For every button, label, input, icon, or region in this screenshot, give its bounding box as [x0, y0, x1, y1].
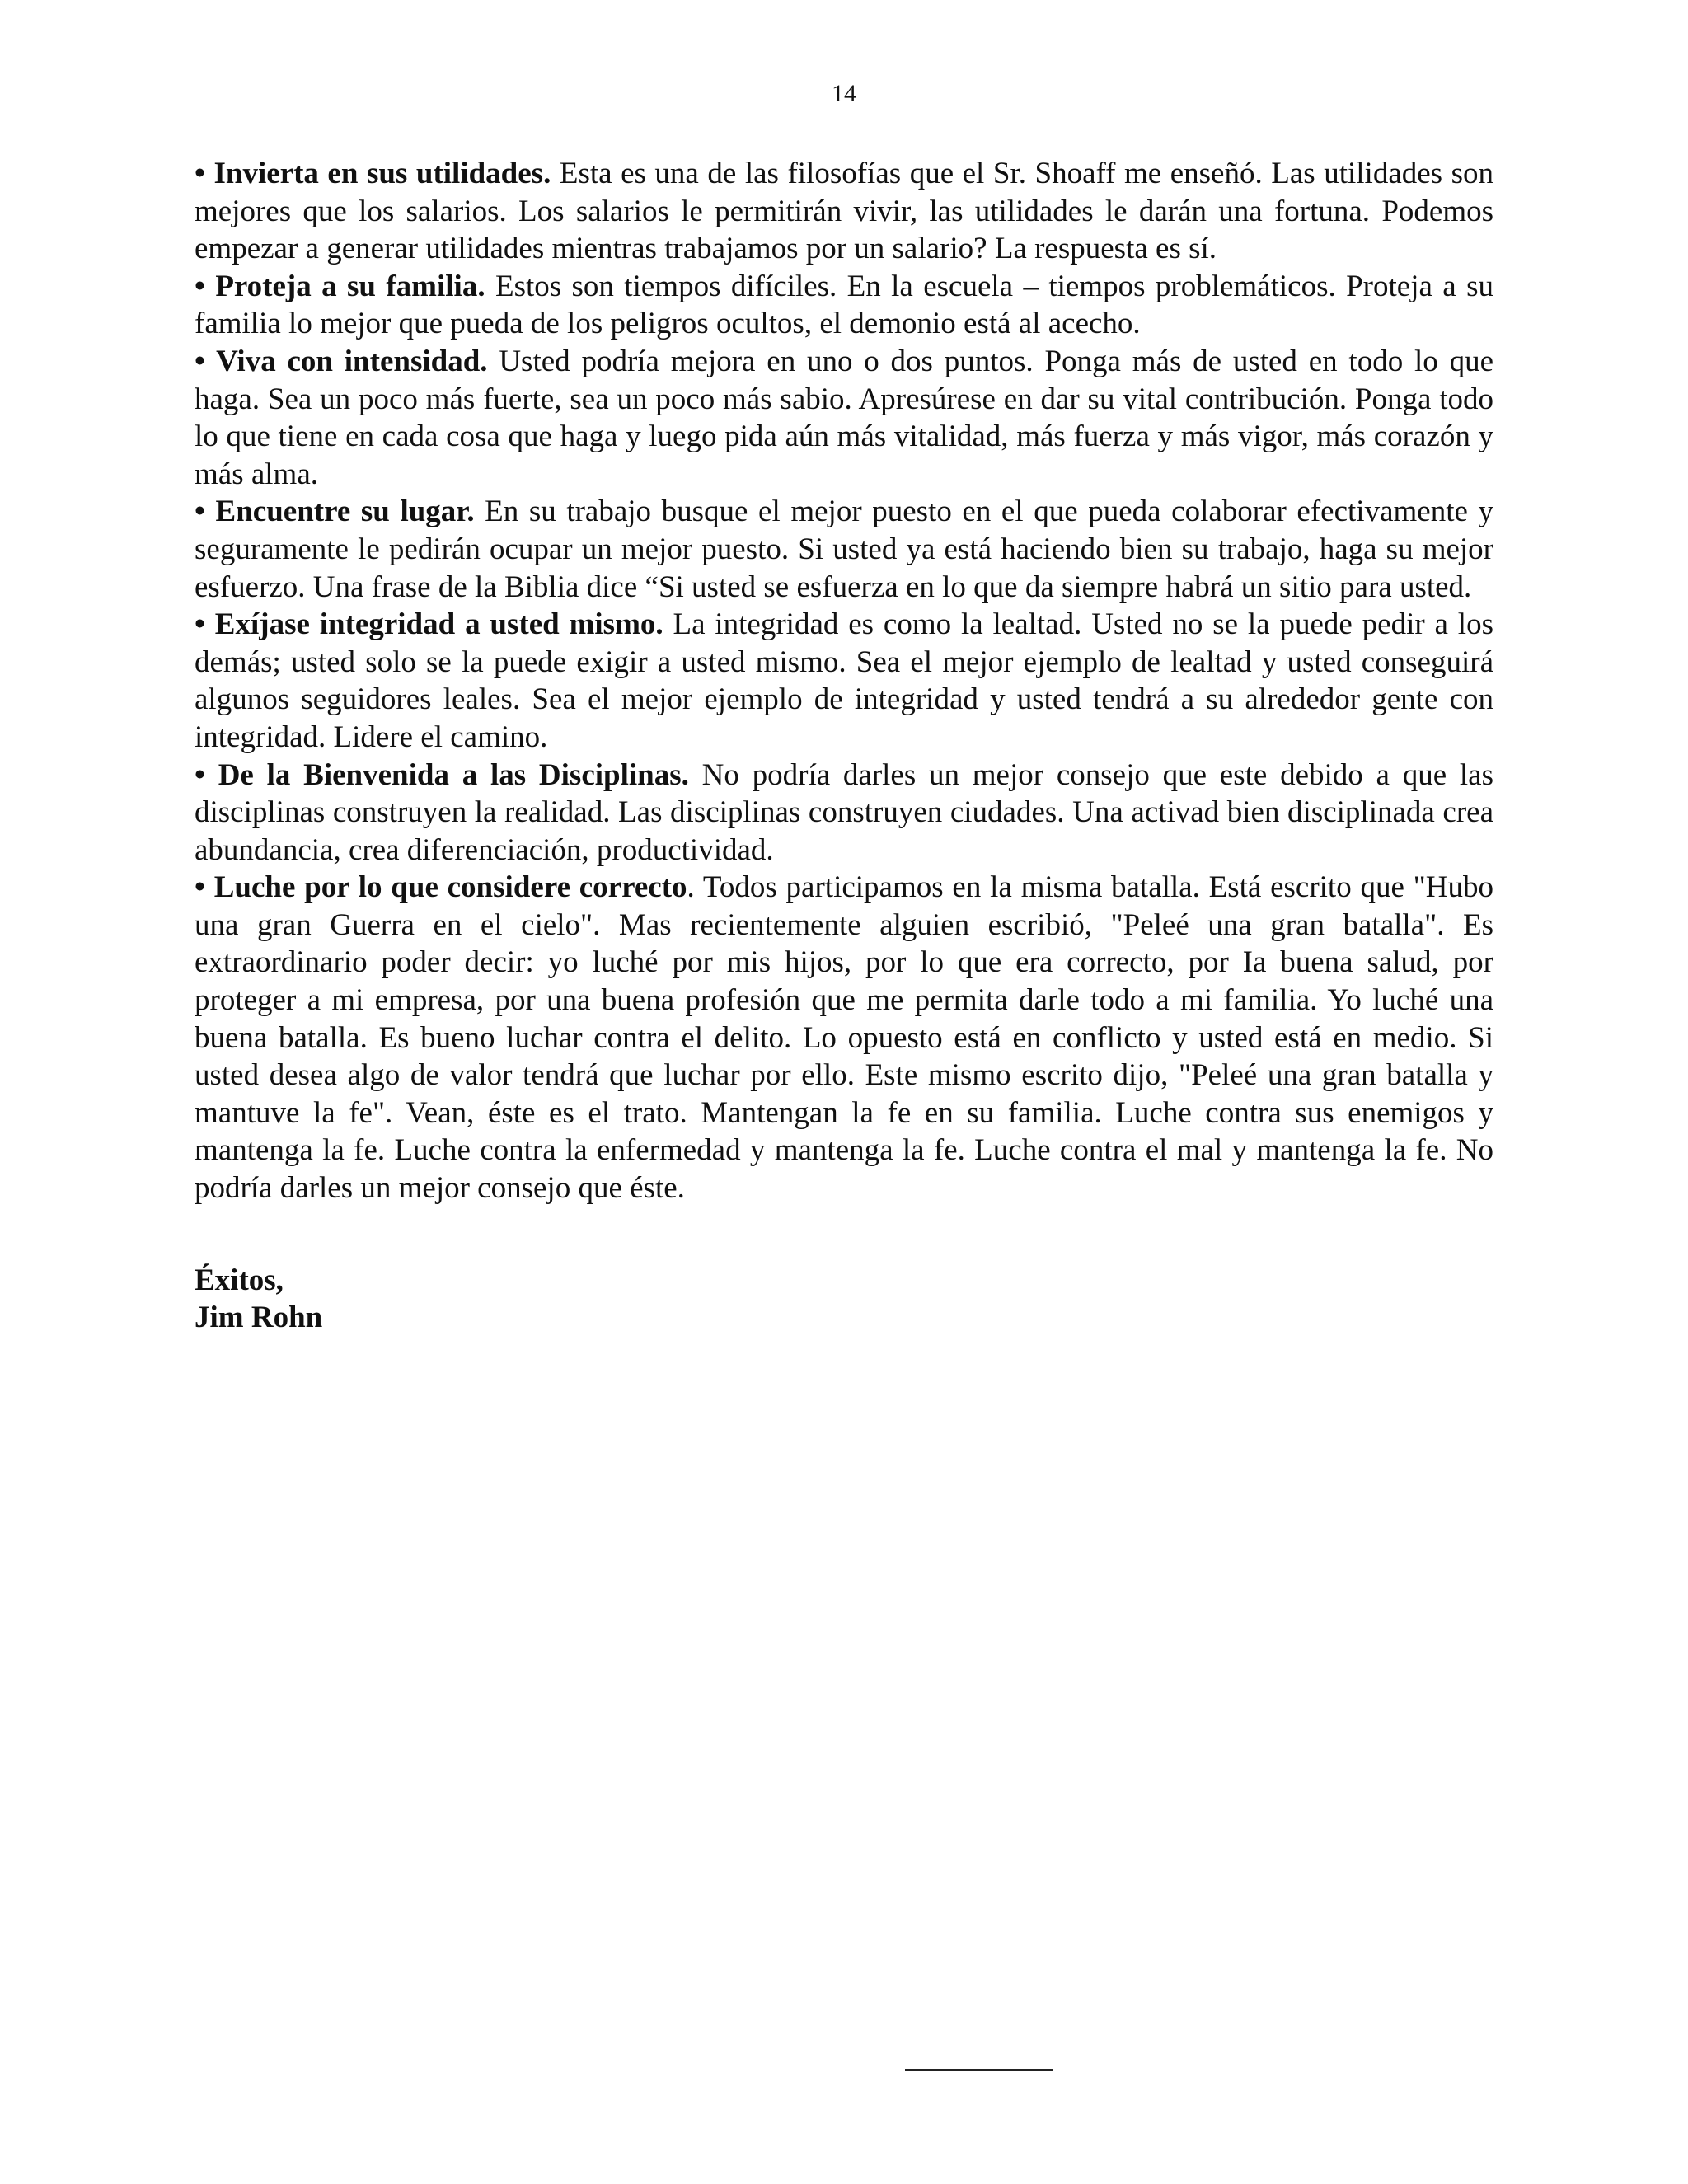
- paragraph-invest-in-profits: [195, 155, 1493, 268]
- paragraph-text: Estos son tiempos difíciles. En la escuela – tiempos problemáticos. Proteja a su familia lo mejor que pueda de los peligros ocultos, el demonio está al acecho.: [195, 269, 1493, 341]
- paragraph-fight-for-right: [195, 869, 1493, 1207]
- paragraph-lead: • Proteja a su familia.: [195, 269, 485, 303]
- paragraph-lead: • Invierta en sus utilidades.: [195, 157, 551, 190]
- paragraph-live-with-intensity: [195, 343, 1493, 493]
- paragraph-text: No podría darles un mejor consejo que este debido a que las disciplinas construyen la realidad. Las disciplinas construyen ciudades. Una activad bien disciplinada crea abundancia, crea diferenciación, productividad.: [195, 757, 1493, 867]
- paragraph-welcome-disciplines: [195, 757, 1493, 869]
- signoff-author: Jim Rohn: [195, 1301, 323, 1335]
- signoff-closing: Éxitos,: [195, 1263, 284, 1297]
- paragraph-protect-family: [195, 268, 1493, 343]
- paragraph-text: La integridad es como la lealtad. Usted no se la puede pedir a los demás; usted solo se la puede exigir a usted mismo. Sea el mejor ejemplo de lealtad y usted conseguirá algunos seguidores leales. Sea el mejor ejemplo de integridad y usted tendrá a su alrededor gente con integridad. Lidere el camino.: [195, 607, 1493, 754]
- paragraph-lead: • Encuentre su lugar.: [195, 494, 475, 529]
- paragraph-demand-integrity: [195, 606, 1493, 756]
- paragraph-text: . Todos participamos en la misma batalla. Está escrito que "Hubo una gran Guerra en el cielo". Mas recientemente alguien escribió, "Peleé una gran batalla". Es extraordinario poder decir: yo luché por mis hijos, por lo que era correcto, por Ia buena salud, por proteger a mi empresa, por una buena profesión que me permita darle todo a mi familia. Yo luché una buena batalla. Es bueno luchar contra el delito. Lo opuesto está en conflicto y usted está en medio. Si usted desea algo de valor tendrá que luchar por ello. Este mismo escrito dijo, "Peleé una gran batalla y mantuve la fe". Vean, éste es el trato. Mantengan la fe en su familia. Luche contra sus enemigos y mantenga la fe. Luche contra la enfermedad y mantenga la fe. Luche contra el mal y mantenga la fe. No podría darles un mejor consejo que éste.: [195, 870, 1493, 1206]
- paragraph-lead: • Viva con intensidad.: [195, 344, 488, 378]
- paragraph-text: En su trabajo busque el mejor puesto en el que pueda colaborar efectivamente y seguramente le pedirán ocupar un mejor puesto. Si usted ya está haciendo bien su trabajo, haga su mejor esfuerzo. Una frase de la Biblia dice “Si usted se esfuerza en lo que da siempre habrá un sitio para usted.: [195, 494, 1493, 604]
- footnote-separator: [905, 2069, 1053, 2071]
- page-number: 14: [832, 80, 856, 107]
- signoff: [195, 1262, 1493, 1337]
- paragraph-text: Usted podría mejora en uno o dos puntos. Ponga más de usted en todo lo que haga. Sea un poco más fuerte, sea un poco más sabio. Apresúrese en dar su vital contribución. Ponga todo lo que tiene en cada cosa que haga y luego pida aún más vitalidad, más fuerza y más vigor, más corazón y más alma.: [195, 344, 1493, 491]
- paragraph-text: Esta es una de las filosofías que el Sr. Shoaff me enseñó. Las utilidades son mejores que los salarios. Los salarios le permitirán vivir, las utilidades le darán una fortuna. Podemos empezar a generar utilidades mientras trabajamos por un salario? La respuesta es sí.: [195, 157, 1493, 266]
- paragraph-lead: • Exíjase integridad a usted mismo.: [195, 607, 663, 642]
- paragraph-lead: • Luche por lo que considere correcto: [195, 870, 687, 905]
- paragraph-find-your-place: [195, 493, 1493, 606]
- paragraph-lead: • De la Bienvenida a las Disciplinas.: [195, 757, 689, 792]
- document-body: [195, 155, 1493, 1337]
